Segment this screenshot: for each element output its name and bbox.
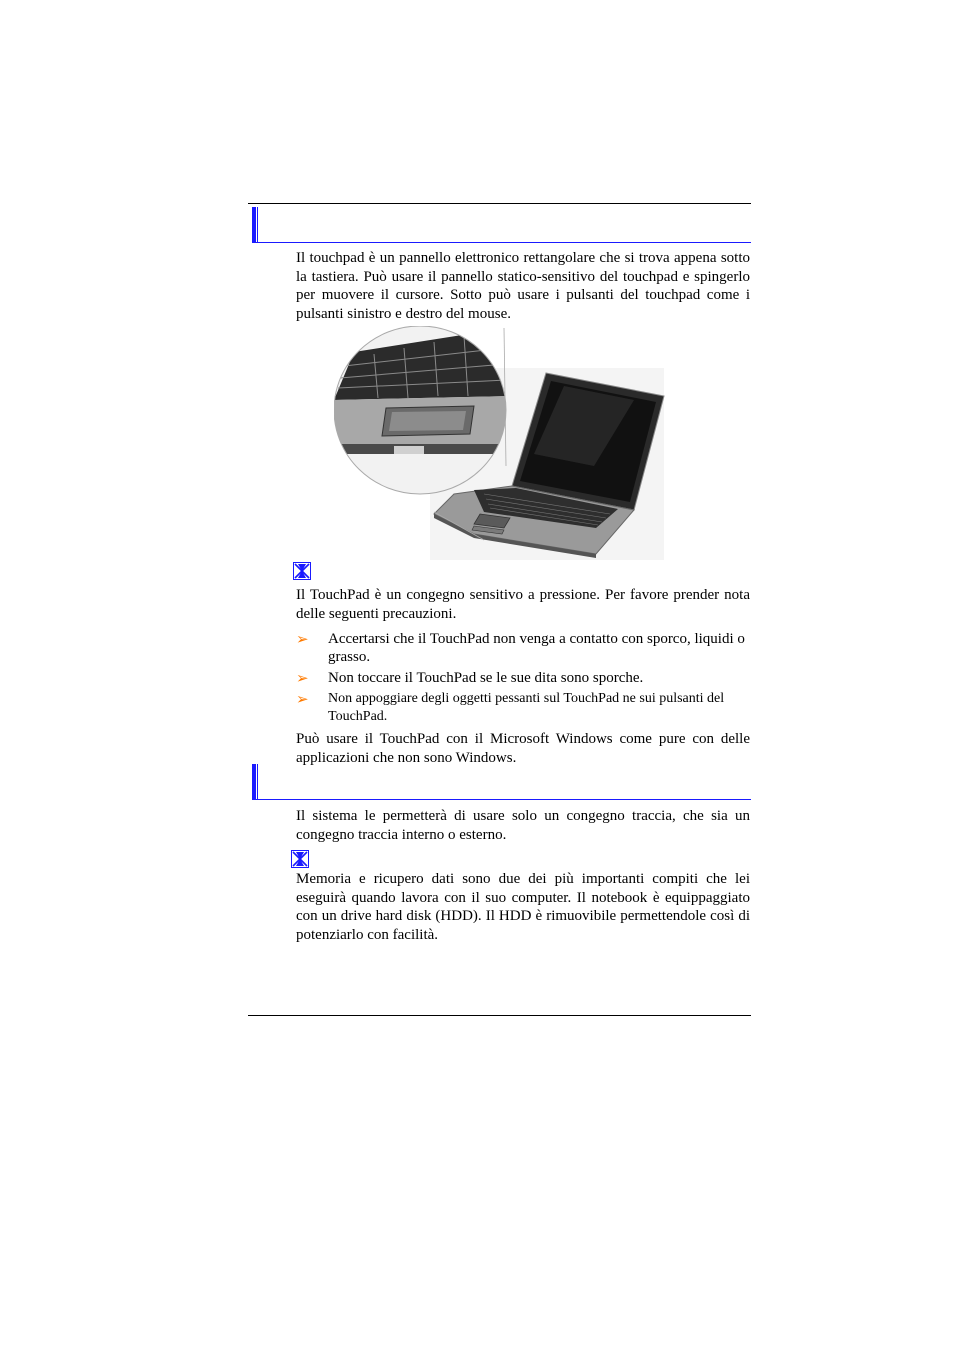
note-star-icon [291,850,309,868]
arrow-bullet-icon: ➢ [296,630,309,648]
top-rule [248,203,751,204]
list-item: ➢ Accertarsi che il TouchPad non venga a contatto con sporco, liquidi o grasso. [296,630,745,665]
touchpad-intro: Il touchpad è un pannello elettronico rettangolare che si trova appena sotto la tastiera. Può usare il pannello statico-sensitivo del touchpad e spingerlo per muovere il cursore. Sotto può usare i pulsanti del touchpad come i pulsanti sinistro e destro del mouse. [296,250,750,322]
bottom-rule [248,1015,751,1016]
list-item: ➢ Non appoggiare degli oggetti pessanti sul TouchPad ne sui pulsanti del TouchPad. [296,690,725,724]
list-item: ➢ Non toccare il TouchPad se le sue dita sono sporche. [296,669,644,687]
section-heading-touchpad [252,207,751,243]
laptop-touchpad-illustration [334,326,666,562]
pointing-device-intro: Il sistema le permetterà di usare solo un congegno traccia, che sia un congegno traccia interno o esterno. [296,808,750,843]
section-heading-pointing-device [252,764,751,800]
arrow-bullet-icon: ➢ [296,669,309,687]
precautions-list [296,630,750,729]
arrow-bullet-icon: ➢ [296,690,309,708]
note-star-icon [293,562,311,580]
hdd-note: Memoria e ricupero dati sono due dei più importanti compiti che lei eseguirà quando lavora con il suo computer. Il notebook è equippaggiato con un drive hard disk (HDD). Il HDD è rimuovibile permettendole così di potenziarlo con facilità. [296,871,750,943]
touchpad-note: Il TouchPad è un congegno sensitivo a pressione. Per favore prender nota delle seguenti precauzioni. [296,587,750,622]
touchpad-closing: Può usare il TouchPad con il Microsoft Windows come pure con delle applicazioni che non sono Windows. [296,731,750,766]
